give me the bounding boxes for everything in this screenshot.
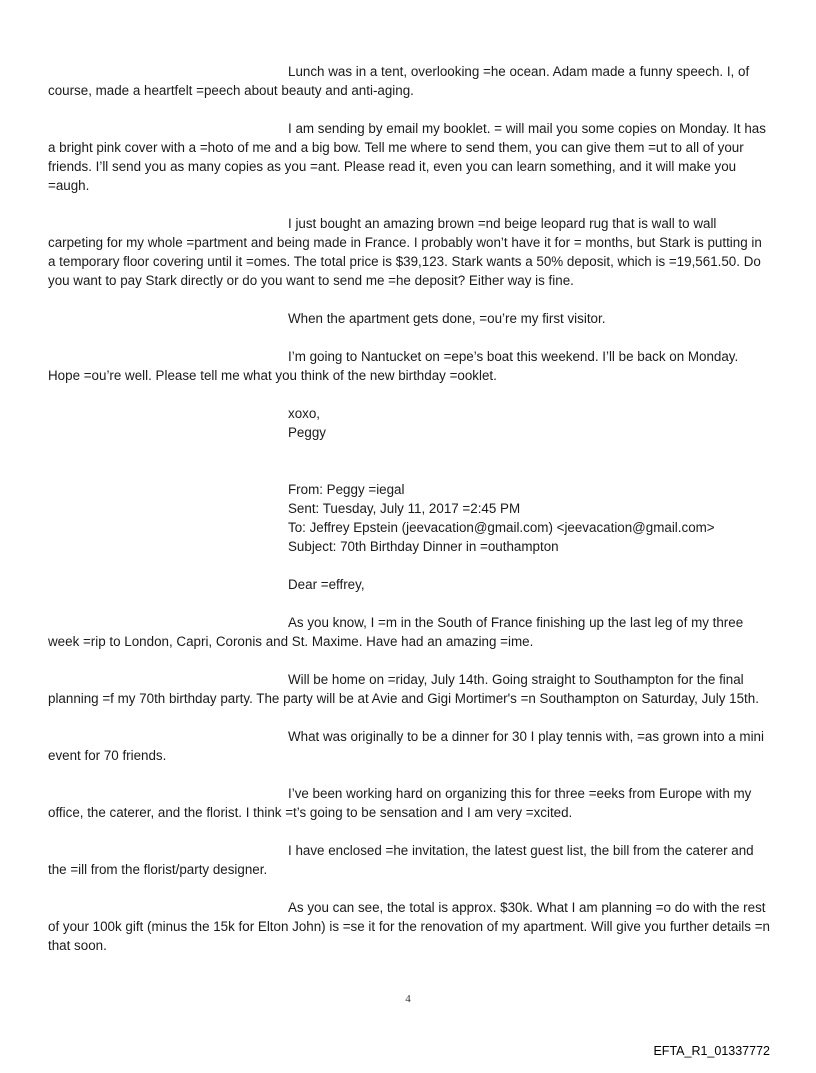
forwarded-sent: Sent: Tuesday, July 11, 2017 =2:45 PM: [288, 501, 521, 516]
paragraph-nantucket: I’m going to Nantucket on =epe’s boat this weekend. I’ll be back on Monday. Hope =ou’re well. Please tell me what you think of the new birthday =ooklet.: [48, 349, 739, 383]
email-text: [48, 62, 772, 974]
paragraph-south-of-france: As you know, I =m in the South of France finishing up the last leg of my three week =rip to London, Capri, Coronis and St. Maxime. Have had an amazing =ime.: [48, 615, 744, 649]
paragraph-home-friday: Will be home on =riday, July 14th. Going straight to Southampton for the final planning =f my 70th birthday party. The party will be at Avie and Gigi Mortimer's =n Southampton on Saturday, July 15th.: [48, 672, 759, 706]
page-number: 4: [405, 993, 411, 1005]
paragraph-organizing: I’ve been working hard on organizing this for three =eeks from Europe with my office, the caterer, and the florist. I think =t’s going to be sensation and I am very =xcited.: [48, 786, 752, 820]
forwarded-to: To: Jeffrey Epstein (jeevacation@gmail.com) <jeevacation@gmail.com>: [288, 520, 715, 535]
forwarded-from: From: Peggy =iegal: [288, 482, 405, 497]
paragraph-enclosed: I have enclosed =he invitation, the latest guest list, the bill from the caterer and the =ill from the florist/party designer.: [48, 843, 754, 877]
paragraph-lunch: Lunch was in a tent, overlooking =he ocean. Adam made a funny speech. I, of course, made a heartfelt =peech about beauty and anti-aging.: [48, 64, 750, 98]
signature: Peggy: [288, 425, 326, 440]
greeting: Dear =effrey,: [288, 577, 365, 592]
paragraph-dinner-for-30: What was originally to be a dinner for 30 I play tennis with, =as grown into a mini event for 70 friends.: [48, 729, 764, 763]
paragraph-total: As you can see, the total is approx. $30k. What I am planning =o do with the rest of your 100k gift (minus the 15k for Elton John) is =se it for the renovation of my apartment. Will give you further details =n that soon.: [48, 900, 770, 953]
paragraph-apartment: When the apartment gets done, =ou’re my first visitor.: [288, 311, 606, 326]
forwarded-subject: Subject: 70th Birthday Dinner in =outhampton: [288, 539, 559, 554]
paragraph-rug: I just bought an amazing brown =nd beige leopard rug that is wall to wall carpeting for my whole =partment and being made in France. I probably won’t have it for = months, but Stark is putting in a temporary floor covering until it =omes. The total price is $39,123. Stark wants a 50% deposit, which is =19,561.50. Do you want to pay Stark directly or do you want to send me =he deposit? Either way is fine.: [48, 216, 762, 288]
document-id: EFTA_R1_01337772: [653, 1044, 770, 1058]
paragraph-booklet: I am sending by email my booklet. = will mail you some copies on Monday. It has a bright pink cover with a =hoto of me and a big bow. Tell me where to send them, you can give them =ut to all of your friends. I’ll send you as many copies as you =ant. Please read it, even you can learn something, and it will make you =augh.: [48, 121, 766, 193]
signoff: xoxo,: [288, 406, 321, 421]
